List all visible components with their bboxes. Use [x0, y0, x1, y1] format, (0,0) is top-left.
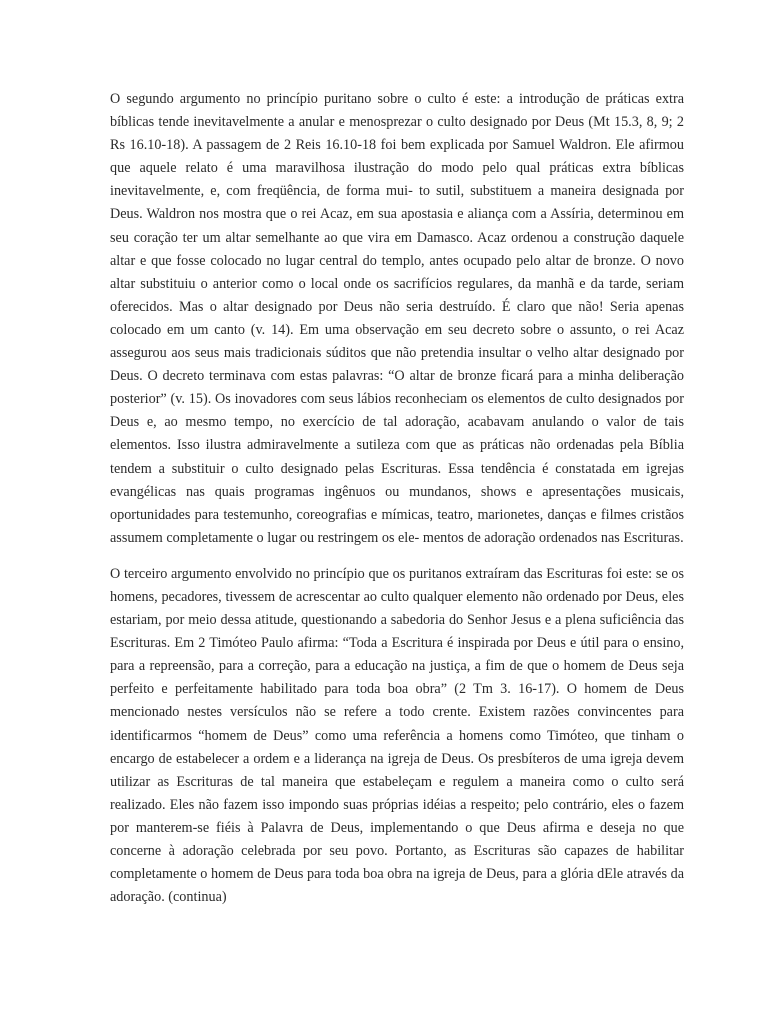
paragraph-second-argument: O segundo argumento no princípio puritano sobre o culto é este: a introdução de práticas extra bíblicas tende inevitavelmente a anular e menosprezar o culto designado por Deus (Mt 15.3, 8, 9; 2 Rs 16.10-18). A passagem de 2 Reis 16.10-18 foi bem explicada por Samuel Waldron. Ele afirmou que aquele relato é uma maravilhosa ilustração do modo pelo qual práticas extra bíblicas inevitavelmente, e, com freqüência, de forma mui- to sutil, substituem a maneira designada por Deus. Waldron nos mostra que o rei Acaz, em sua apostasia e aliança com a Assíria, determinou em seu coração ter um altar semelhante ao que vira em Damasco. Acaz ordenou a construção daquele altar e que fosse colocado no lugar central do templo, antes ocupado pelo altar de bronze. O novo altar substituiu o anterior como o local onde os sacrifícios regulares, da manhã e da tarde, seriam oferecidos. Mas o altar designado por Deus não seria destruído. É claro que não! Seria apenas colocado em um canto (v. 14). Em uma observação em seu decreto sobre o assunto, o rei Acaz assegurou aos seus mais tradicionais súditos que não pretendia insultar o velho altar designado por Deus. O decreto terminava com estas palavras: “O altar de bronze ficará para a minha deliberação posterior” (v. 15). Os inovadores com seus lábios reconheciam os elementos de culto designados por Deus e, ao mesmo tempo, no exercício de tal adoração, acabavam anulando o valor de tais elementos. Isso ilustra admiravelmente a sutileza com que as práticas não ordenadas pela Bíblia tendem a substituir o culto designado pelas Escrituras. Essa tendência é constatada em igrejas evangélicas nas quais programas ingênuos ou mundanos, shows e apresentações musicais, oportunidades para testemunho, coreografias e mímicas, teatro, marionetes, danças e filmes cristãos assumem completamente o lugar ou restringem os ele- mentos de adoração ordenados nas Escrituras. — [110, 91, 684, 546]
document-page — [110, 88, 684, 909]
paragraph-third-argument: O terceiro argumento envolvido no princípio que os puritanos extraíram das Escrituras foi este: se os homens, pecadores, tivessem de acrescentar ao culto qualquer elemento não ordenado por Deus, eles estariam, por meio dessa atitude, questionando a sabedoria do Senhor Jesus e a plena suficiência das Escrituras. Em 2 Timóteo Paulo afirma: “Toda a Escritura é inspirada por Deus e útil para o ensino, para a repreensão, para a correção, para a educação na justiça, a fim de que o homem de Deus seja perfeito e perfeitamente habilitado para toda boa obra” (2 Tm 3. 16-17). O homem de Deus mencionado nestes versículos não se refere a todo crente. Existem razões convincentes para identificarmos “homem de Deus” como uma referência a homens como Timóteo, que tinham o encargo de estabelecer a ordem e a liderança na igreja de Deus. Os presbíteros de uma igreja devem utilizar as Escrituras de tal maneira que estabeleçam e regulem a maneira como o culto será realizado. Eles não fazem isso impondo suas próprias idéias a respeito; pelo contrário, eles o fazem por manterem-se fiéis à Palavra de Deus, implementando o que Deus afirma e deseja no que concerne à adoração celebrada por seu povo. Portanto, as Escrituras são capazes de habilitar completamente o homem de Deus para toda boa obra na igreja de Deus, para a glória dEle através da adoração. (continua) — [110, 565, 684, 906]
